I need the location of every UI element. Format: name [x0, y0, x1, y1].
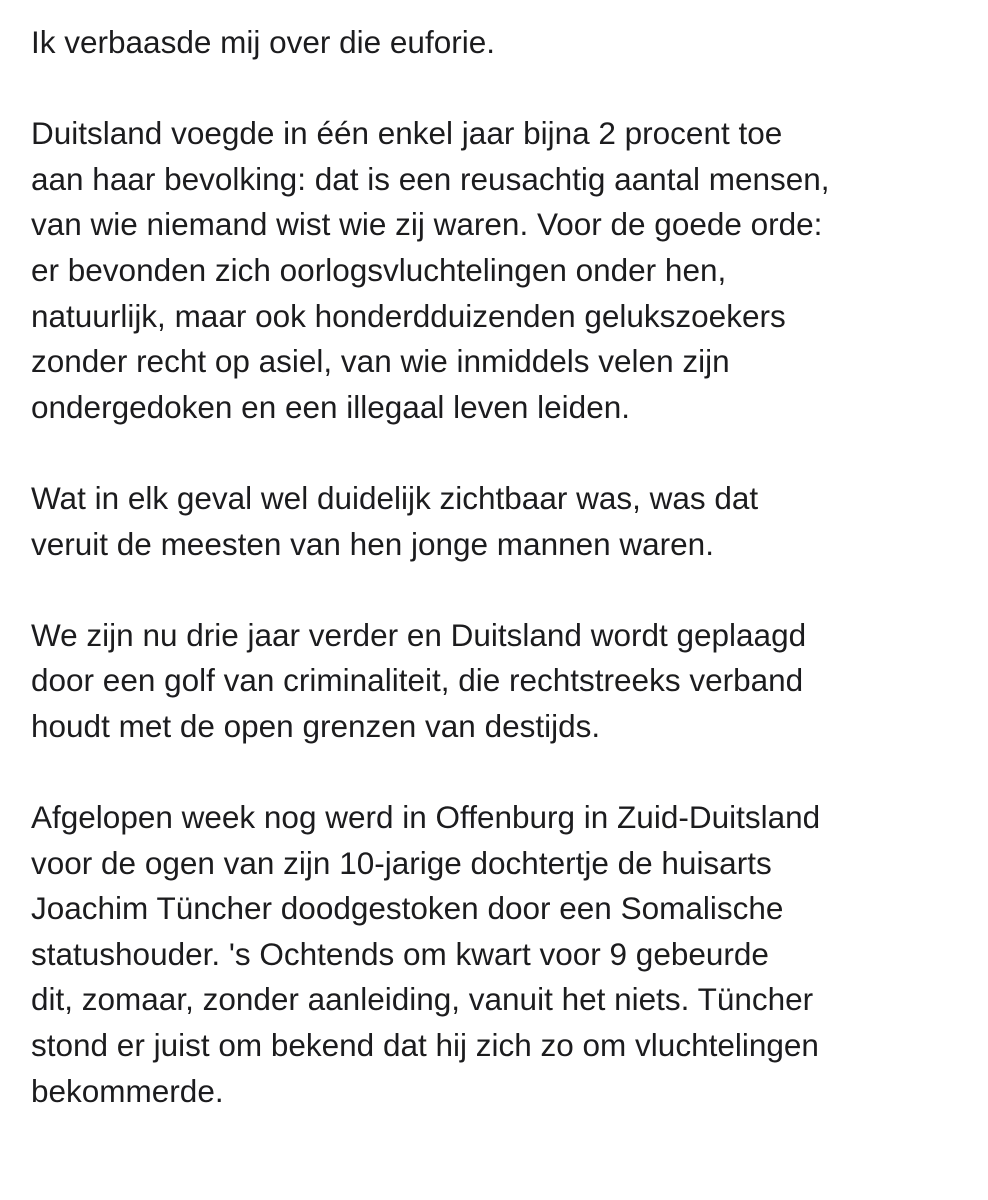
paragraph-1 — [31, 20, 971, 66]
text-line: Joachim Tüncher doodgestoken door een Somalische — [31, 890, 784, 927]
text-line: stond er juist om bekend dat hij zich zo om vluchtelingen — [31, 1027, 819, 1064]
text-line: houdt met de open grenzen van destijds. — [31, 707, 601, 744]
text-line: door een golf van criminaliteit, die rechtstreeks verband — [31, 662, 804, 699]
text-line: Wat in elk geval wel duidelijk zichtbaar was, was dat — [31, 479, 759, 516]
paragraph-3 — [31, 476, 971, 567]
post-text-body — [31, 20, 971, 1160]
text-line: voor de ogen van zijn 10-jarige dochtertje de huisarts — [31, 844, 772, 881]
text-line: veruit de meesten van hen jonge mannen waren. — [31, 525, 714, 562]
text-line: Afgelopen week nog werd in Offenburg in Zuid-Duitsland — [31, 799, 821, 836]
text-line: We zijn nu drie jaar verder en Duitsland wordt geplaagd — [31, 616, 807, 653]
text-line: van wie niemand wist wie zij waren. Voor de goede orde: — [31, 206, 823, 243]
text-line: ondergedoken en een illegaal leven leiden. — [31, 388, 630, 425]
text-line: zonder recht op asiel, van wie inmiddels velen zijn — [31, 343, 730, 380]
text-line: bekommerde. — [31, 1072, 224, 1109]
text-line: natuurlijk, maar ook honderdduizenden gelukszoekers — [31, 297, 786, 334]
text-line: Ik verbaasde mij over die euforie. — [31, 24, 495, 60]
paragraph-5 — [31, 795, 971, 1114]
text-line: er bevonden zich oorlogsvluchtelingen onder hen, — [31, 251, 727, 288]
text-line: dit, zomaar, zonder aanleiding, vanuit het niets. Tüncher — [31, 981, 814, 1018]
text-line: statushouder. 's Ochtends om kwart voor 9 gebeurde — [31, 935, 769, 972]
paragraph-4 — [31, 613, 971, 750]
text-line: Duitsland voegde in één enkel jaar bijna 2 procent toe — [31, 115, 783, 152]
paragraph-2 — [31, 111, 971, 430]
text-line: aan haar bevolking: dat is een reusachtig aantal mensen, — [31, 160, 830, 197]
